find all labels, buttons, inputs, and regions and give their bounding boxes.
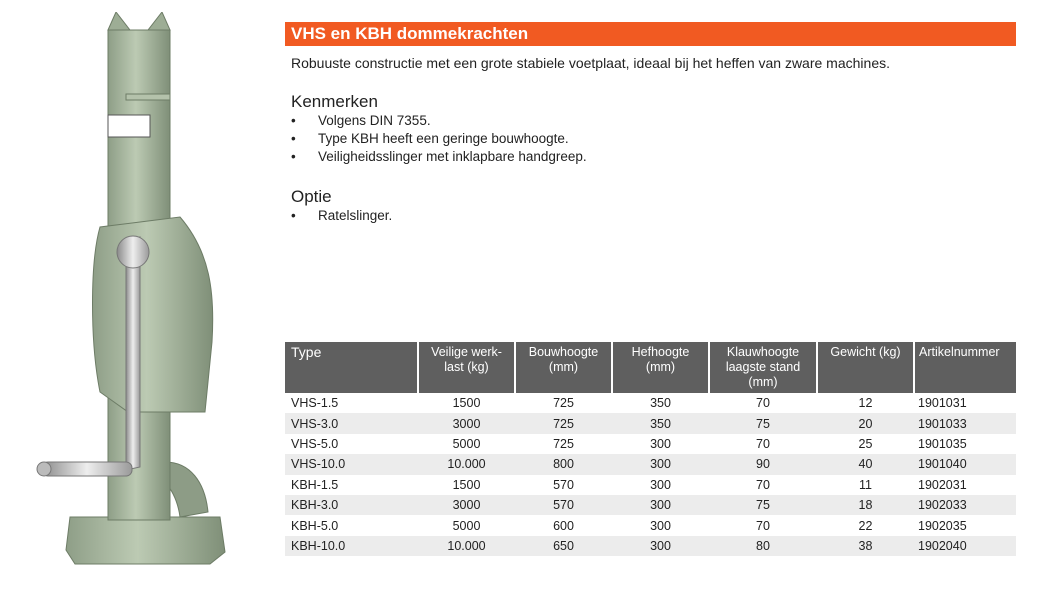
table-row <box>285 515 1016 535</box>
table-cell-lift-height: 300 <box>612 434 709 454</box>
list-item: • Ratelslinger. <box>291 208 393 223</box>
table-row <box>285 393 1016 413</box>
table-cell-article-number: 1901035 <box>914 434 1016 454</box>
table-cell-build-height: 600 <box>515 515 612 535</box>
table-cell-build-height: 725 <box>515 413 612 433</box>
table-cell-type: KBH-5.0 <box>285 515 418 535</box>
intro-text: Robuuste constructie met een grote stabiele voetplaat, ideaal bij het heffen van zware machines. <box>291 55 890 71</box>
table-cell-type: KBH-3.0 <box>285 495 418 515</box>
table-cell-weight: 11 <box>817 475 914 495</box>
table-cell-safe-load: 10.000 <box>418 536 515 556</box>
table-cell-weight: 40 <box>817 454 914 474</box>
table-cell-lift-height: 350 <box>612 393 709 413</box>
table-cell-claw-height: 80 <box>709 536 817 556</box>
table-cell-weight: 18 <box>817 495 914 515</box>
options-heading: Optie <box>291 187 332 206</box>
table-cell-safe-load: 1500 <box>418 393 515 413</box>
table-cell-type: VHS-10.0 <box>285 454 418 474</box>
table-cell-safe-load: 3000 <box>418 413 515 433</box>
column-header-build-height: Bouwhoogte (mm) <box>515 342 612 393</box>
table-cell-safe-load: 10.000 <box>418 454 515 474</box>
table-cell-claw-height: 70 <box>709 434 817 454</box>
table-cell-type: VHS-3.0 <box>285 413 418 433</box>
table-cell-article-number: 1902031 <box>914 475 1016 495</box>
list-item: • Type KBH heeft een geringe bouwhoogte. <box>291 131 569 146</box>
table-cell-build-height: 570 <box>515 475 612 495</box>
table-row <box>285 413 1016 433</box>
features-list <box>291 112 587 166</box>
column-header-article-number: Artikelnummer <box>914 342 1016 393</box>
table-cell-article-number: 1902035 <box>914 515 1016 535</box>
table-cell-safe-load: 3000 <box>418 495 515 515</box>
jack-product-image <box>30 12 260 572</box>
table-cell-article-number: 1901040 <box>914 454 1016 474</box>
table-cell-type: VHS-5.0 <box>285 434 418 454</box>
table-row <box>285 536 1016 556</box>
table-cell-lift-height: 350 <box>612 413 709 433</box>
table-cell-build-height: 725 <box>515 393 612 413</box>
table-cell-claw-height: 75 <box>709 413 817 433</box>
column-header-claw-height: Klauwhoogte laagste stand (mm) <box>709 342 817 393</box>
table-cell-type: KBH-10.0 <box>285 536 418 556</box>
table-cell-weight: 20 <box>817 413 914 433</box>
table-row <box>285 495 1016 515</box>
table-cell-type: KBH-1.5 <box>285 475 418 495</box>
bullet-icon: • <box>291 113 296 128</box>
table-cell-claw-height: 70 <box>709 475 817 495</box>
table-cell-build-height: 725 <box>515 434 612 454</box>
table-cell-lift-height: 300 <box>612 475 709 495</box>
list-item: • Volgens DIN 7355. <box>291 113 431 128</box>
table-body <box>285 393 1016 556</box>
table-cell-weight: 38 <box>817 536 914 556</box>
table-cell-safe-load: 1500 <box>418 475 515 495</box>
table-cell-claw-height: 75 <box>709 495 817 515</box>
table-cell-type: VHS-1.5 <box>285 393 418 413</box>
table-cell-claw-height: 70 <box>709 515 817 535</box>
table-cell-article-number: 1901031 <box>914 393 1016 413</box>
table-header-row <box>285 342 1016 393</box>
page-title: VHS en KBH dommekrachten <box>285 22 1016 46</box>
table-row <box>285 434 1016 454</box>
table-cell-article-number: 1901033 <box>914 413 1016 433</box>
table-cell-claw-height: 70 <box>709 393 817 413</box>
bullet-icon: • <box>291 149 296 164</box>
table-row <box>285 475 1016 495</box>
bullet-icon: • <box>291 208 296 223</box>
table-cell-weight: 25 <box>817 434 914 454</box>
table-cell-lift-height: 300 <box>612 454 709 474</box>
list-item: • Veiligheidsslinger met inklapbare handgreep. <box>291 149 587 164</box>
features-heading: Kenmerken <box>291 92 378 111</box>
spec-table <box>285 342 1016 556</box>
table-cell-claw-height: 90 <box>709 454 817 474</box>
table-row <box>285 454 1016 474</box>
table-cell-weight: 12 <box>817 393 914 413</box>
column-header-type: Type <box>285 342 418 393</box>
table-cell-lift-height: 300 <box>612 536 709 556</box>
table-cell-build-height: 650 <box>515 536 612 556</box>
column-header-lift-height: Hefhoogte (mm) <box>612 342 709 393</box>
table-cell-safe-load: 5000 <box>418 434 515 454</box>
options-list <box>291 207 392 225</box>
table-cell-article-number: 1902040 <box>914 536 1016 556</box>
table-cell-weight: 22 <box>817 515 914 535</box>
bullet-icon: • <box>291 131 296 146</box>
column-header-weight: Gewicht (kg) <box>817 342 914 393</box>
table-cell-safe-load: 5000 <box>418 515 515 535</box>
table-cell-article-number: 1902033 <box>914 495 1016 515</box>
column-header-safe-load: Veilige werk- last (kg) <box>418 342 515 393</box>
table-cell-build-height: 800 <box>515 454 612 474</box>
table-cell-lift-height: 300 <box>612 515 709 535</box>
table-cell-build-height: 570 <box>515 495 612 515</box>
table-cell-lift-height: 300 <box>612 495 709 515</box>
